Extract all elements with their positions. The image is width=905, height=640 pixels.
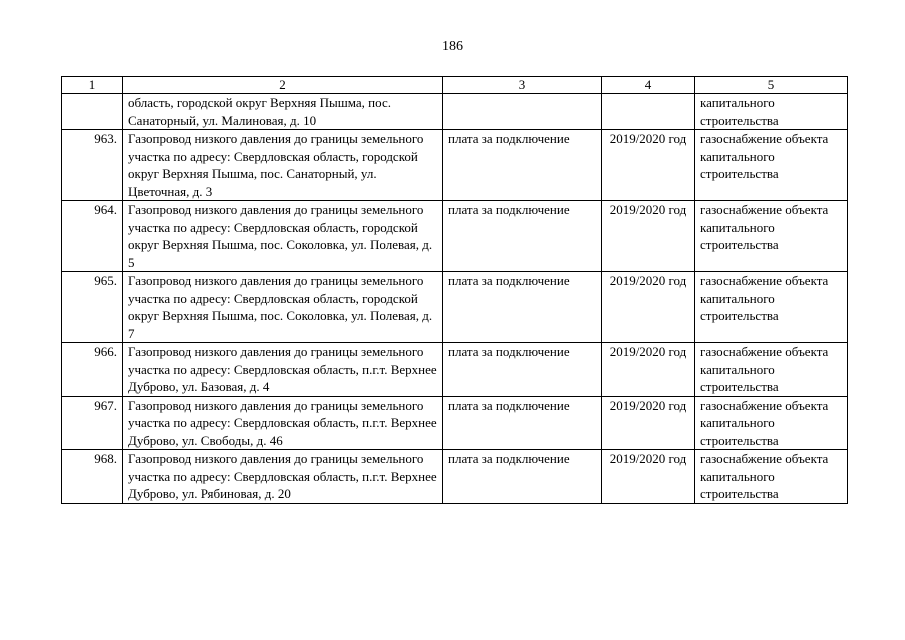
table-row: [62, 450, 848, 504]
payment-source-cell: плата за подключение: [443, 396, 602, 450]
table-row: [62, 396, 848, 450]
table-row: [62, 343, 848, 397]
purpose-cell: газоснабжение объекта капитального строительства: [695, 343, 848, 397]
payment-source-cell: плата за подключение: [443, 272, 602, 343]
row-number-cell: 967.: [62, 396, 123, 450]
table-row: [62, 272, 848, 343]
row-number-cell: [62, 94, 123, 130]
term-cell: [602, 94, 695, 130]
term-cell: 2019/2020 год: [602, 201, 695, 272]
term-cell: 2019/2020 год: [602, 130, 695, 201]
row-number-cell: 965.: [62, 272, 123, 343]
purpose-cell: капитального строительства: [695, 94, 848, 130]
row-number-cell: 966.: [62, 343, 123, 397]
table-row: [62, 201, 848, 272]
purpose-cell: газоснабжение объекта капитального строительства: [695, 396, 848, 450]
column-header-1: 1: [62, 77, 123, 94]
row-number-cell: 968.: [62, 450, 123, 504]
column-header-5: 5: [695, 77, 848, 94]
table-row-continuation: [62, 94, 848, 130]
term-cell: 2019/2020 год: [602, 450, 695, 504]
object-name-cell: Газопровод низкого давления до границы земельного участка по адресу: Свердловская область, городской округ Верхняя Пышма, пос. Санаторный, ул. Цветочная, д. 3: [123, 130, 443, 201]
object-name-cell: Газопровод низкого давления до границы земельного участка по адресу: Свердловская область, городской округ Верхняя Пышма, пос. Соколовка, ул. Полевая, д. 7: [123, 272, 443, 343]
payment-source-cell: плата за подключение: [443, 201, 602, 272]
payment-source-cell: [443, 94, 602, 130]
column-header-3: 3: [443, 77, 602, 94]
row-number-cell: 964.: [62, 201, 123, 272]
term-cell: 2019/2020 год: [602, 272, 695, 343]
purpose-cell: газоснабжение объекта капитального строительства: [695, 450, 848, 504]
row-number-cell: 963.: [62, 130, 123, 201]
object-name-cell: область, городской округ Верхняя Пышма, пос. Санаторный, ул. Малиновая, д. 10: [123, 94, 443, 130]
column-header-2: 2: [123, 77, 443, 94]
payment-source-cell: плата за подключение: [443, 343, 602, 397]
table-row: [62, 130, 848, 201]
purpose-cell: газоснабжение объекта капитального строительства: [695, 201, 848, 272]
term-cell: 2019/2020 год: [602, 343, 695, 397]
object-name-cell: Газопровод низкого давления до границы земельного участка по адресу: Свердловская область, городской округ Верхняя Пышма, пос. Соколовка, ул. Полевая, д. 5: [123, 201, 443, 272]
purpose-cell: газоснабжение объекта капитального строительства: [695, 130, 848, 201]
term-cell: 2019/2020 год: [602, 396, 695, 450]
purpose-cell: газоснабжение объекта капитального строительства: [695, 272, 848, 343]
object-name-cell: Газопровод низкого давления до границы земельного участка по адресу: Свердловская область, п.г.т. Верхнее Дуброво, ул. Рябиновая, д. 20: [123, 450, 443, 504]
header-row: [62, 77, 848, 94]
object-name-cell: Газопровод низкого давления до границы земельного участка по адресу: Свердловская область, п.г.т. Верхнее Дуброво, ул. Базовая, д. 4: [123, 343, 443, 397]
column-header-4: 4: [602, 77, 695, 94]
object-name-cell: Газопровод низкого давления до границы земельного участка по адресу: Свердловская область, п.г.т. Верхнее Дуброво, ул. Свободы, д. 46: [123, 396, 443, 450]
investment-registry-table: [61, 76, 848, 504]
page-number: 186: [442, 39, 463, 54]
payment-source-cell: плата за подключение: [443, 130, 602, 201]
payment-source-cell: плата за подключение: [443, 450, 602, 504]
